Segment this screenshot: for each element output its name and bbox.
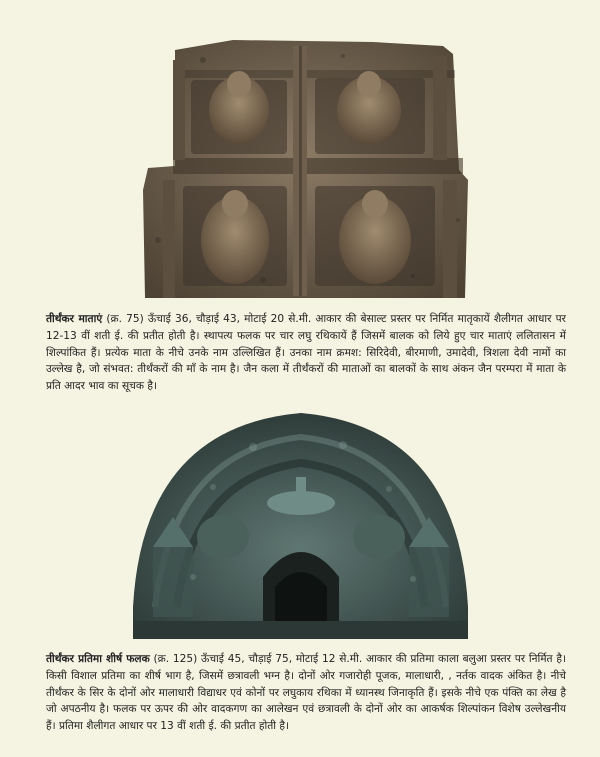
tirthankara-head-panel-photo [133,407,468,639]
tirthankara-head-panel-image [133,407,468,639]
tirthankara-head-panel-caption [46,651,566,735]
caption-text: (क्र. 75) ऊँचाई 36, चौड़ाई 43, मोटाई 20 से.मी. आकार की बेसाल्ट प्रस्तर पर निर्मित मातृकायें शैलीगत आधार पर 12-13 वीं शती ई. की प्रतीत होती है। स्थापत्य फलक पर चार लघु रथिकायें हैं जिसमें बालक को लिये हुए चार माताएं ललितासन में शिल्पांकित हैं। प्रत्येक माता के नीचे उनके नाम उल्लिखित हैं। उनका नाम क्रमश: सिरिदेवी, बीरमाणी, उमादेवी, त्रिशला देवी नामों का उल्लेख है, जो संभवत: तीर्थंकरों की माँ के नाम है। जैन कला में तीर्थंकरों की माताओं का बालकों के साथ अंकन जैन परम्परा में माता के प्रति आदर भाव का सूचक है। [46,313,566,393]
caption-text: (क्र. 125) ऊँचाई 45, चौड़ाई 75, मोटाई 12 से.मी. आकार की प्रतिमा काला बलुआ प्रस्तर पर निर्मित है। किसी विशाल प्रतिमा का शीर्ष भाग है, जिसमें छत्रावली भग्न है। दोनों ओर गजारोही पूजक, मालाधारी, , नर्तक वादक अंकित है। नीचे तीर्थंकर के सिर के दोनों ओर मालाधारी विद्याधर एवं कोनों पर लघुकाय रथिका में ध्यानस्थ जिनाकृति हैं। इसके नीचे एक पंक्ति का लेख है जो अपठनीय है। फलक पर ऊपर की ओर वादकगण का आलेखन एवं छत्रावली के दोनों ओर का आकर्षक शिल्पांकन विशेष उल्लेखनीय हैं। प्रतिमा शैलीगत आधार पर 13 वीं शती ई. की प्रतीत होती है। [46,653,566,733]
mothers-panel-image [143,40,468,298]
caption-title: तीर्थंकर प्रतिमा शीर्ष फलक [46,653,150,665]
mothers-panel-photo [143,40,468,298]
caption-title: तीर्थंकर माताएं [46,313,103,325]
mothers-panel-caption [46,311,566,395]
